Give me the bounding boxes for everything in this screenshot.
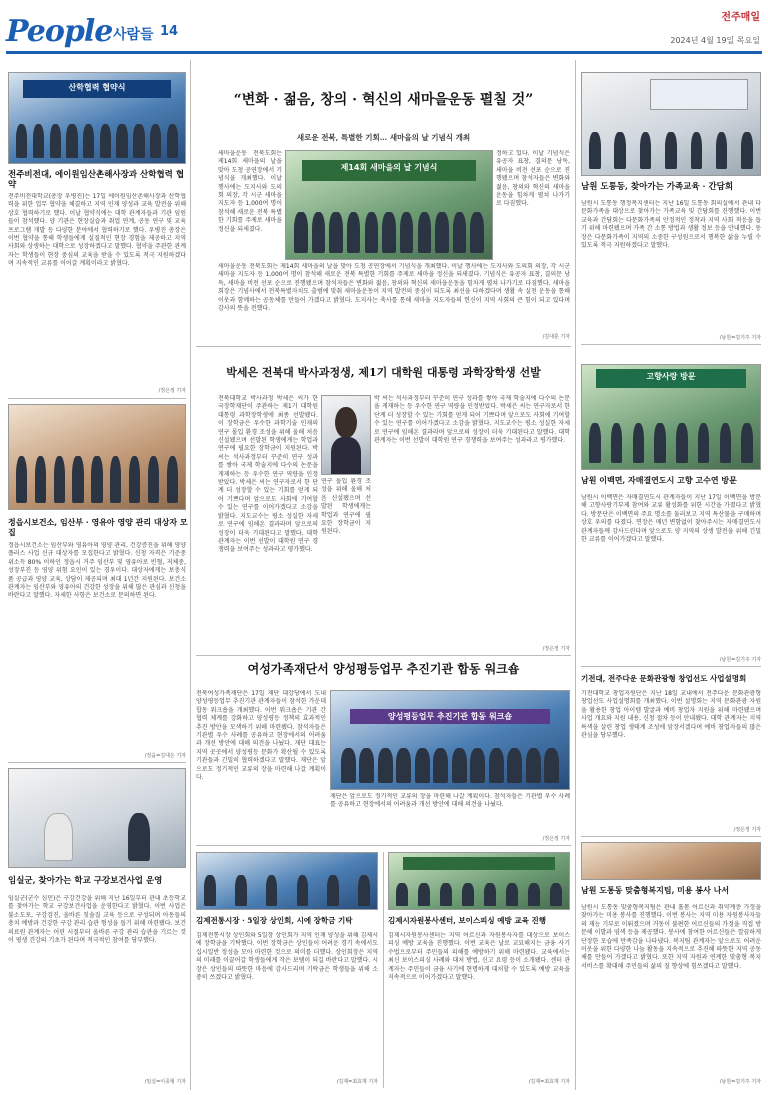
article-divider bbox=[8, 762, 186, 763]
article-photo bbox=[581, 364, 761, 470]
article-body: 임실군(군수 심민)은 구강건강을 위해 지난 16일부터 관내 초등학교를 찾아가는 학교 구강보건사업을 운영한다고 밝혔다. 이번 사업은 불소도포, 구강검진, 올바른 칫솔질 교육 등으로 구성되며 아동들의 충치 예방과 건강한 구강 관리 습관 형성을 돕기 위해 마련됐다. 보건의료원 관계자는 어린 시절부터 올바른 구강 관리 습관을 기르는 것이 평생 건강의 기초가 된다며 적극적인 참여를 당부했다. bbox=[8, 895, 186, 945]
article-headline: 여성가족재단서 양성평등업무 추진기관 합동 워크숍 bbox=[247, 662, 520, 676]
article-divider bbox=[196, 845, 571, 846]
article-headline: 기전대, 전주다운 문화관광형 창업선도 사업설명회 bbox=[581, 674, 747, 683]
article-byline: /정은정 기자 bbox=[542, 646, 570, 652]
article-body: 전북대학교 박사과정 박세은 씨가 한국장학재단이 주관하는 제1기 대학원 대통령 과학장학생에 최종 선발됐다. 이 장학금은 우수한 과학기술 인재의 연구 몰입 환경 조성을 위해 올해 처음 신설됐으며 선발된 학생에게는 학업과 연구에 필요한 장학금이 지원된다. 박 씨는 석사과정부터 꾸준히 연구 성과를 쌓아 국제 학술지에 다수의 논문을 게재하는 등 우수한 연구 역량을 인정받았다. 박세은 씨는 연구자로서 한 단계 더 성장할 수 있는 기회를 얻게 되어 기쁘다며 앞으로도 사회에 기여할 수 있는 연구를 이어가겠다고 소감을 밝혔다. 지도교수는 평소 성실한 자세로 연구에 임해온 결과라며 앞으로의 성장이 더욱 기대된다고 말했다. 대학 관계자는 이번 선발이 대학원 연구 경쟁력을 보여주는 성과라고 평가했다. bbox=[218, 395, 318, 554]
article-body-col2: 박 씨는 석사과정부터 꾸준히 연구 성과를 쌓아 국제 학술지에 다수의 논문을 게재하는 등 우수한 연구 역량을 인정받았다. 박세은 씨는 연구자로서 한 단계 더 성장할 수 있는 기회를 얻게 되어 기쁘다며 앞으로도 사회에 기여할 수 있는 연구를 이어가겠다고 소감을 밝혔다. 지도교수는 평소 성실한 자세로 연구에 임해온 결과라며 앞으로의 성장이 더욱 기대된다고 말했다. 대학 관계자는 이번 선발이 대학원 연구 경쟁력을 보여주는 성과라고 평가했다. bbox=[374, 395, 570, 445]
article-body-col3: 정하고 있다. 이날 기념식은 유공자 표창, 결의문 낭독, 새마을 비전 선포 순으로 진행됐으며 참석자들은 변화와 젊음, 창의와 혁신의 새마을운동을 힘차게 펼쳐 나가기로 다짐했다. bbox=[496, 150, 570, 208]
issue-date: 2024년 4월 19일 목요일 bbox=[670, 36, 760, 45]
article-body: 남원시 이백면은 자매결연도시 관계자들이 지난 17일 이백면을 방문해 고향사랑기부제 참여와 교류 활성화를 위한 시간을 가졌다고 밝혔다. 방문단은 이백면의 주요 명소를 둘러보고 지역 특산물을 구매하며 상호 우의를 다졌다. 면장은 매년 변함없이 찾아주시는 자매결연도시 관계자들께 감사드린다며 앞으로도 양 지역의 상생 발전을 위해 긴밀한 교류를 이어가겠다고 말했다. bbox=[581, 494, 761, 544]
article-divider bbox=[8, 398, 186, 399]
article-photo bbox=[581, 72, 761, 176]
article-body: 김제전통시장 상인회와 5일장 상인회가 지역 인재 양성을 위해 김제시에 장학금을 기탁했다. 이번 장학금은 상인들이 어려운 경기 속에서도 십시일반 정성을 모아 마련한 것으로 의미를 더했다. 상인회장은 지역의 미래를 이끌어갈 학생들에게 작은 보탬이 되길 바란다고 말했다. 시장은 상인들의 따뜻한 마음에 감사드리며 기탁금은 학생들을 위해 소중히 쓰겠다고 밝혔다. bbox=[196, 932, 378, 982]
article-headline: 김제전통시장 · 5일장 상인회, 시에 장학금 기탁 bbox=[196, 916, 353, 925]
article-body: 남원시 도통동 행정복지센터는 지난 16일 도통동 회의실에서 관내 다문화가족을 대상으로 찾아가는 가족교육 및 간담회를 진행했다. 이번 교육과 간담회는 다문화가족의 안정적인 정착과 지역 사회 적응을 돕기 위해 마련됐으며 가족 간 소통 방법과 생활 정보 등을 안내했다. 동장은 다문화가족이 지역의 소중한 구성원으로서 행복한 삶을 누릴 수 있도록 적극 지원하겠다고 말했다. bbox=[581, 200, 761, 250]
column-divider bbox=[383, 852, 384, 1088]
article-photo bbox=[285, 150, 493, 260]
article-body: 전주비전대학교(총장 우병진)는 17일 에이원임산촌해사장과 산학협력을 위한 업무 협약을 체결하고 지역 인재 양성과 교육 발전을 위해 상호 협력하기로 했다. 이날 협약식에는 대학 관계자들과 기관 임원들이 참석했다. 양 기관은 현장실습과 취업 연계, 공동 연구 및 교육 프로그램 개발 등 다양한 분야에서 협력하기로 했다. 우병진 총장은 이번 협약을 통해 학생들에게 실질적인 현장 경험을 제공하고 지역 사회와 상생하는 대학으로 성장하겠다고 말했다. 협약을 주관한 관계자는 학생들이 현장 중심의 교육을 받을 수 있도록 적극 지원하겠다며 지속적인 교류를 이어갈 계획이라고 밝혔다. bbox=[8, 193, 186, 268]
article-byline: /김대훈 기자 bbox=[542, 334, 570, 340]
newspaper-logo: 전주매일 bbox=[721, 12, 760, 23]
photo-banner: 제14회 새마을의 날 기념식 bbox=[302, 160, 475, 182]
lead-subtitle: 새로운 전북, 특별한 기회… 새마을의 날 기념식 개최 bbox=[296, 133, 471, 142]
header-rule bbox=[6, 51, 762, 54]
photo-banner: 양성평등업무 추진기관 합동 워크숍 bbox=[350, 709, 550, 725]
section-title-en: People bbox=[6, 14, 113, 49]
article-photo bbox=[8, 72, 186, 164]
section-title-ko: 사람들 bbox=[113, 27, 154, 43]
article-headline: 김제시자원봉사센터, 보이스피싱 예방 교육 진행 bbox=[388, 916, 546, 925]
article-body-cont: 재단은 앞으로도 정기적인 교류의 장을 마련해 나갈 계획이다. 참석자들은 기관별 우수 사례를 공유하고 현장에서의 어려움과 개선 방안에 대해 의견을 나눴다. bbox=[330, 793, 570, 809]
article-divider bbox=[196, 655, 571, 656]
article-photo bbox=[196, 852, 378, 910]
article-byline: /임실=이종형 기자 bbox=[144, 1079, 186, 1085]
article-photo bbox=[8, 768, 186, 868]
article-photo bbox=[8, 404, 186, 510]
article-headline: 남원 도통동 맞춤형복지팀, 미용 봉사 나서 bbox=[581, 885, 730, 895]
article-body-col1: 새마을운동 전북도회는 제14회 새마을의 날을 맞아 도청 공연장에서 기념식을 개최했다. 이날 행사에는 도지사와 도의회 의장, 각 시군 새마을 지도자 등 1,000여 명이 참석해 새로운 전북 특별한 기회를 주제로 새마을 정신을 되새겼다. bbox=[218, 150, 282, 233]
photo-banner: 고향사랑 방문 bbox=[596, 369, 746, 388]
article-divider bbox=[581, 666, 761, 667]
article-byline: /정은정 기자 bbox=[542, 836, 570, 842]
article-divider bbox=[581, 344, 761, 345]
article-byline: /남원=김기주 기자 bbox=[719, 335, 761, 341]
article-photo bbox=[388, 852, 570, 910]
article-body: 새마을운동 전북도회는 제14회 새마을의 날을 맞아 도청 공연장에서 기념식을 개최했다. 이날 행사에는 도지사와 도의회 의장, 각 시군 새마을 지도자 등 1,000여 명이 참석해 새로운 전북 특별한 기회를 주제로 새마을 정신을 되새겼다. 기념식은 유공자 표창, 결의문 낭독, 새마을 비전 선포 순으로 진행됐으며 참석자들은 변화와 젊음, 창의와 혁신의 새마을운동을 힘차게 펼쳐 나가기로 다짐했다. 새마을회장은 기념사에서 전북특별자치도 출범에 맞춰 새마을운동이 지역 발전의 중심이 되도록 최선을 다하겠다며 생활 속 실천 운동을 통해 이웃과 함께하는 공동체를 만들어 가겠다고 밝혔다. 도지사는 축사를 통해 새마을 지도자들의 헌신이 지역 사회의 큰 힘이 되고 있다며 감사의 뜻을 전했다. bbox=[218, 263, 570, 313]
article-byline: /김제=최효재 기자 bbox=[336, 1079, 378, 1085]
article-byline: /김제=최효재 기자 bbox=[528, 1079, 570, 1085]
article-byline: /정읍=김대은 기자 bbox=[144, 753, 186, 759]
article-photo bbox=[330, 690, 570, 790]
column-divider bbox=[575, 60, 576, 1090]
article-headline: 남원 도통동, 찾아가는 가족교육 · 간담회 bbox=[581, 182, 734, 192]
column-divider bbox=[190, 60, 191, 1090]
article-byline: /남원=김기주 기자 bbox=[719, 1079, 761, 1085]
article-body: 김제시자원봉사센터는 지역 어르신과 자원봉사자를 대상으로 보이스피싱 예방 교육을 진행했다. 이번 교육은 날로 교묘해지는 금융 사기 수법으로부터 주민들의 피해를 예방하기 위해 마련됐다. 교육에서는 최신 보이스피싱 사례와 대처 방법, 신고 요령 등이 소개됐다. 센터 관계자는 주민들이 금융 사기에 현명하게 대처할 수 있도록 예방 교육을 지속적으로 이어가겠다고 말했다. bbox=[388, 932, 570, 982]
masthead bbox=[0, 0, 768, 58]
article-headline: 임실군, 찾아가는 학교 구강보건사업 운영 bbox=[8, 876, 163, 886]
article-headline: 박세은 전북대 박사과정생, 제1기 대학원 대통령 과학장학생 선발 bbox=[226, 366, 541, 379]
article-headline: 전주비전대, 에이원임산촌해사장과 산학협력 협약 bbox=[8, 170, 185, 191]
article-body: 남원시 도통동 맞춤형복지팀은 관내 홀몸 어르신과 취약계층 가정을 찾아가는 미용 봉사를 진행했다. 이번 봉사는 지역 미용 자원봉사자들의 재능 기부로 이뤄졌으며 거동이 불편한 어르신들의 가정을 직접 방문해 이발과 염색 등을 제공했다. 봉사에 참여한 어르신들은 깔끔하게 단장한 모습에 만족감을 나타냈다. 복지팀 관계자는 앞으로도 어려운 이웃을 위한 다양한 나눔 활동을 지속적으로 추진해 따뜻한 지역 공동체를 만들어 가겠다고 밝혔다. 또한 지역 자원과 연계한 맞춤형 복지 서비스를 확대해 주민들의 삶의 질 향상에 힘쓰겠다고 말했다. bbox=[581, 904, 761, 970]
article-byline: /정은정 기자 bbox=[733, 827, 761, 833]
article-divider bbox=[196, 346, 571, 347]
article-body: 기전대학교 창업지원단은 지난 18일 교내에서 전주다운 문화관광형 창업선도 사업설명회를 개최했다. 이번 설명회는 지역 문화관광 자원을 활용한 창업 아이템 발굴과 예비 창업자 지원을 위해 마련됐으며 사업 개요와 지원 내용, 신청 절차 등이 안내됐다. 대학 관계자는 지역 특색을 살린 창업 생태계 조성에 앞장서겠다며 예비 창업자들의 많은 관심을 당부했다. bbox=[581, 690, 761, 740]
article-body-cont: 연구 몰입 환경 조성을 위해 올해 처음 신설됐으며 선발된 학생에게는 학업과 연구에 필요한 장학금이 지원된다. bbox=[321, 478, 371, 536]
article-divider bbox=[581, 836, 761, 837]
lead-headline: “변화 · 젊음, 창의 · 혁신의 새마을운동 펼칠 것” bbox=[233, 92, 534, 108]
article-byline: /정은정 기자 bbox=[158, 388, 186, 394]
article-photo bbox=[581, 842, 761, 880]
article-body: 전북여성가족재단은 17일 재단 대강당에서 도내 양성평등업무 추진기관 관계자들이 참석한 가운데 합동 워크숍을 개최했다. 이번 워크숍은 기관 간 협력 체계를 강화하고 양성평등 정책의 효과적인 추진 방안을 모색하기 위해 마련됐다. 참석자들은 기관별 우수 사례를 공유하고 현장에서의 어려움과 개선 방안에 대해 의견을 나눴다. 재단 대표는 지역 곳곳에서 양성평등 문화가 확산될 수 있도록 기관들과 긴밀히 협력하겠다고 말했다. 재단은 앞으로도 정기적인 교류의 장을 마련해 나갈 계획이다. bbox=[196, 690, 326, 782]
article-headline: 남원 이백면, 자매결연도시 고향 고수연 방문 bbox=[581, 475, 737, 485]
photo-banner: 산학협력 협약식 bbox=[23, 80, 171, 98]
article-body: 정읍시보건소는 임산부와 영유아의 영양 관리, 건강증진을 위해 영양플러스 사업 신규 대상자를 모집한다고 밝혔다. 신청 자격은 기준중위소득 80% 이하인 정읍시 거주 임산부 및 영유아로 빈혈, 저체중, 성장부진 등 영양 위험 요인이 있는 경우이다. 대상자에게는 보충식품 공급과 영양 교육, 상담이 제공되며 최대 1년간 지원된다. 보건소 관계자는 임산부와 영유아의 건강한 성장을 위해 많은 관심과 신청을 바란다고 말했다. 자세한 사항은 보건소로 문의하면 된다. bbox=[8, 542, 186, 600]
portrait-photo bbox=[321, 395, 371, 475]
article-headline: 정읍시보건소, 임산부 · 영유아 영양 관리 대상자 모집 bbox=[8, 517, 188, 537]
page-number: 14 bbox=[160, 24, 179, 39]
article-byline: /남원=김기주 기자 bbox=[719, 657, 761, 663]
